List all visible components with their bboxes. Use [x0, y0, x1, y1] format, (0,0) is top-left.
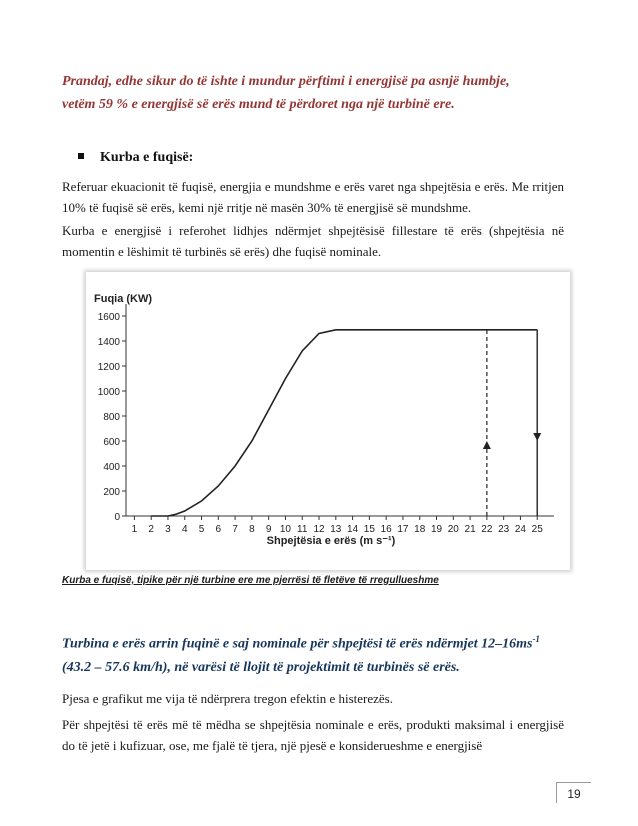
- x-tick-label: 16: [380, 524, 392, 535]
- x-tick-label: 22: [481, 524, 493, 535]
- power-curve-chart: [86, 272, 570, 570]
- power-curve-line: [151, 330, 537, 516]
- y-tick-label: 1400: [97, 337, 120, 348]
- x-tick-label: 24: [514, 524, 526, 535]
- y-tick-label: 1600: [97, 312, 120, 323]
- x-tick-label: 15: [363, 524, 375, 535]
- section-heading: [78, 150, 193, 166]
- x-tick-label: 4: [181, 524, 188, 535]
- y-tick-label: 600: [103, 437, 120, 448]
- x-tick-label: 1: [131, 524, 138, 535]
- x-tick-label: 11: [297, 524, 308, 535]
- x-tick-label: 6: [215, 524, 222, 535]
- x-tick-label: 12: [313, 524, 325, 535]
- paragraph-4: Për shpejtësi të erës më të mëdha se shpejtësia nominale e erës, produkti maksimal i energjisë do të jetë i kufizuar, ose, me fjalë të tjera, një pjesë e konsiderueshme e energjisë: [62, 717, 564, 753]
- y-tick-label: 1200: [97, 362, 120, 373]
- x-tick-label: 5: [198, 524, 205, 535]
- y-tick-label: 800: [103, 412, 120, 423]
- y-tick-label: 1000: [97, 387, 120, 398]
- figure-caption: Kurba e fuqisë, tipike për një turbine ere me pjerrësi të fletëve të rregullueshme: [62, 575, 439, 586]
- x-tick-label: 14: [347, 524, 359, 535]
- x-tick-label: 10: [279, 524, 292, 535]
- axes: [126, 304, 554, 516]
- ticks: [98, 312, 543, 535]
- x-tick-label: 21: [464, 524, 476, 535]
- intro-paragraph: [62, 70, 564, 116]
- intro-line2-end: e energjisë së erës mund të përdoret nga një turbinë ere.: [131, 97, 455, 112]
- section-heading-text: Kurba e fuqisë:: [100, 150, 194, 165]
- square-bullet-icon: [78, 153, 84, 159]
- x-tick-label: 3: [165, 524, 171, 535]
- nominal-line1: Turbina e erës arrin fuqinë e saj nominale për shpejtësi të erës ndërmjet 12–16ms: [62, 636, 533, 652]
- intro-line1: Prandaj, edhe sikur do të ishte i mundur përftimi i energjisë pa asnjë humbje,: [62, 74, 510, 89]
- x-tick-label: 2: [148, 524, 154, 535]
- y-tick-label: 200: [103, 487, 120, 498]
- x-tick-label: 9: [265, 524, 272, 535]
- y-tick-label: 400: [103, 462, 120, 473]
- arrow-up-icon: [483, 441, 491, 449]
- intro-line2-start: vetëm: [62, 97, 96, 112]
- y-axis-label: Fuqia (KW): [94, 293, 153, 305]
- x-tick-label: 18: [414, 524, 426, 535]
- x-tick-label: 25: [531, 524, 543, 535]
- x-tick-label: 19: [430, 524, 443, 535]
- paragraph-1: Referuar ekuacionit të fuqisë, energjia e mundshme e erës varet nga shpejtësia e erës. Me rritjen 10% të fuqisë së erës, kemi një rritje në masën 30% të energjisë së mundshme.: [62, 179, 564, 215]
- x-tick-label: 8: [249, 524, 255, 535]
- paragraph-2: Kurba e energjisë i referohet lidhjes ndërmjet shpejtësisë fillestare të erës (shpejtësia në momentin e lëshimit të turbinës së erës) dhe fuqisë nominale.: [62, 223, 564, 259]
- x-axis-label: Shpejtësia e erës (m s⁻¹): [266, 535, 396, 547]
- y-tick-label: 0: [114, 512, 120, 523]
- x-tick-label: 20: [447, 524, 459, 535]
- nominal-line2: (43.2 – 57.6 km/h), në varësi të llojit të projektimit të turbinës së erës.: [62, 659, 460, 675]
- x-tick-label: 23: [498, 524, 510, 535]
- unit-superscript: -1: [532, 634, 540, 644]
- arrow-down-icon: [533, 433, 541, 441]
- page-number: 19: [556, 782, 591, 803]
- chart-svg: [86, 272, 570, 570]
- nominal-power-statement: [62, 628, 570, 679]
- plot-area: [151, 330, 541, 516]
- x-tick-label: 13: [330, 524, 342, 535]
- x-tick-label: 17: [397, 524, 409, 535]
- x-tick-label: 7: [232, 524, 238, 535]
- percent-value: 59 %: [98, 97, 129, 112]
- paragraph-3: Pjesa e grafikut me vija të ndërprera tregon efektin e histerezës.: [62, 691, 393, 706]
